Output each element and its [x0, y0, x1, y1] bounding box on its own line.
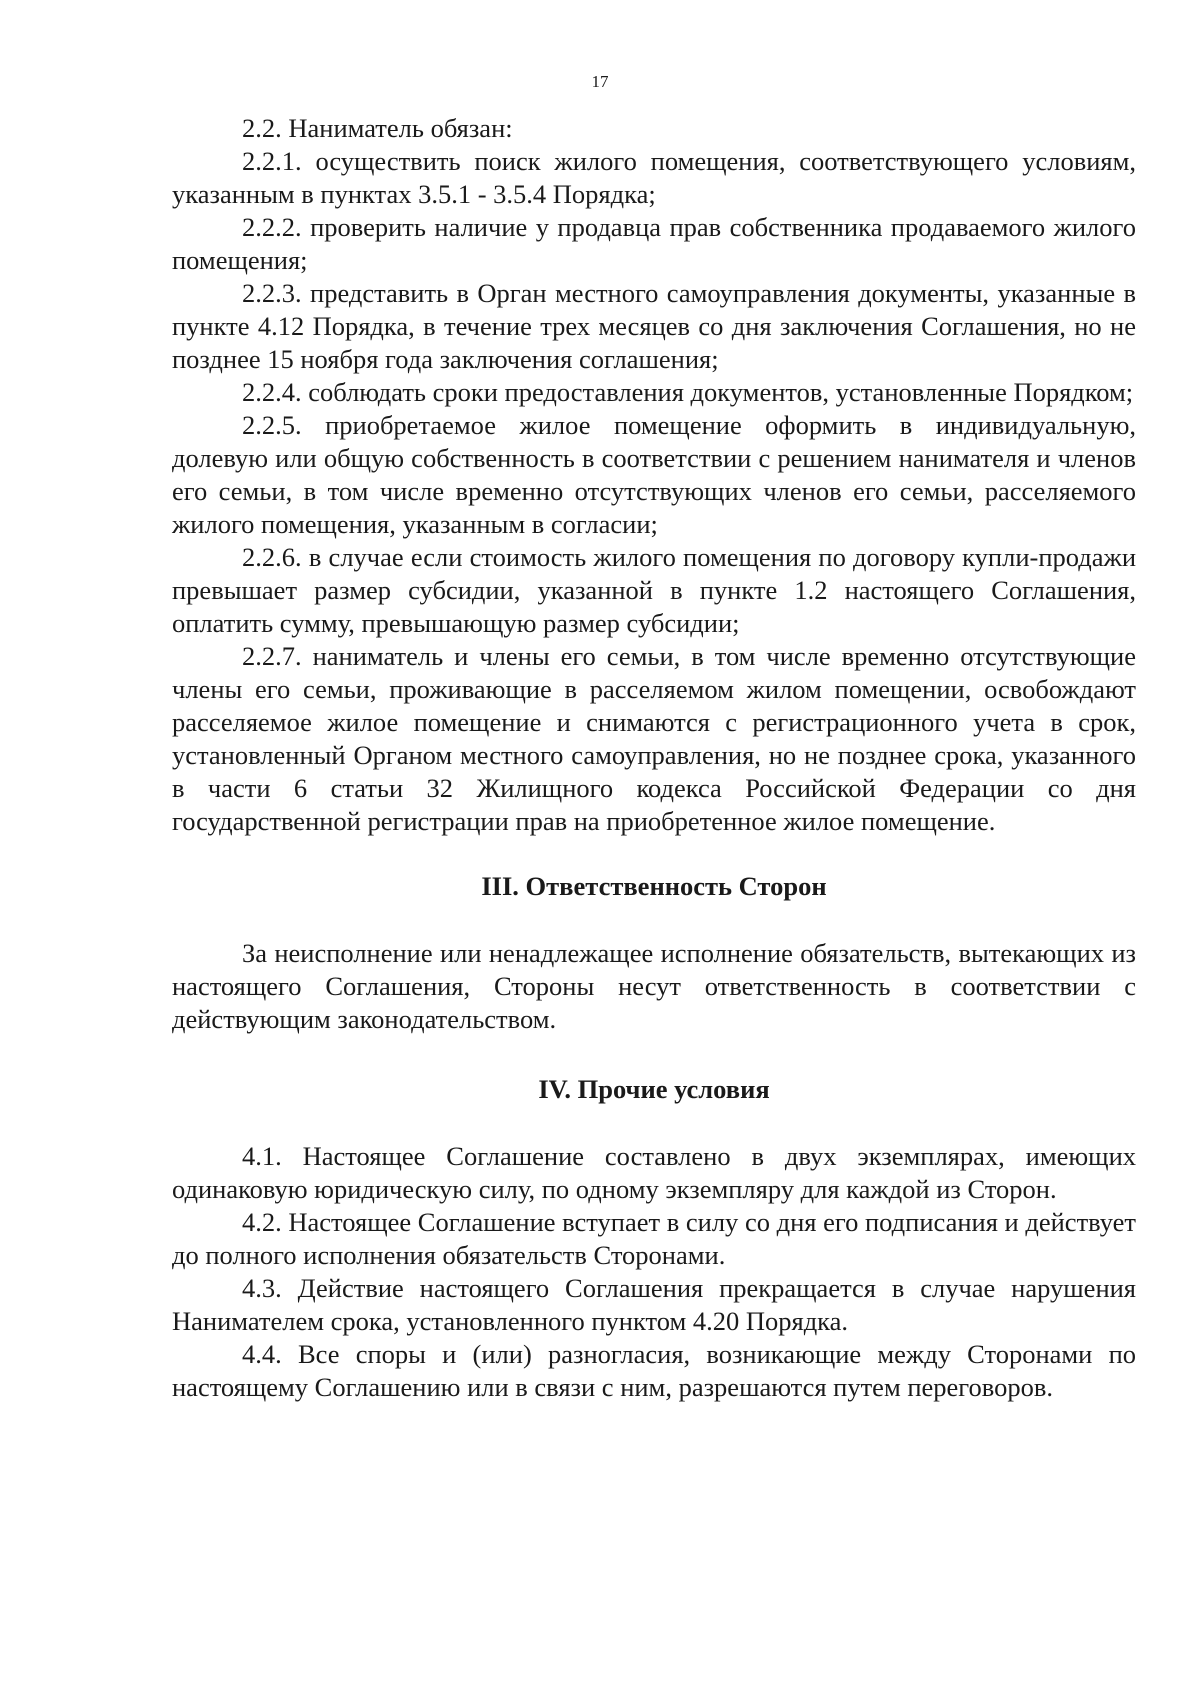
section-3-paragraph: За неисполнение или ненадлежащее исполнение обязательств, вытекающих из настоящего Соглашения, Стороны несут ответственность в соответствии с действующим законодательством. [172, 938, 1136, 1034]
clause-2-2-7: 2.2.7. наниматель и члены его семьи, в том числе временно отсутствующие члены его семьи, проживающие в расселяемом жилом помещении, освобождают расселяемое жилое помещение и снимаются с регистрационного учета в срок, установленный Органом местного самоуправления, но не позднее срока, указанного в части 6 статьи 32 Жилищного кодекса Российской Федерации со дня государственной регистрации прав на приобретенное жилое помещение. [172, 641, 1136, 836]
clause-2-2-1: 2.2.1. осуществить поиск жилого помещения, соответствующего условиям, указанным в пунктах 3.5.1 - 3.5.4 Порядка; [172, 146, 1136, 209]
clause-2-2-2: 2.2.2. проверить наличие у продавца прав собственника продаваемого жилого помещения; [172, 212, 1136, 275]
clause-4-2: 4.2. Настоящее Соглашение вступает в силу со дня его подписания и действует до полного исполнения обязательств Сторонами. [172, 1207, 1136, 1270]
clause-2-2-5: 2.2.5. приобретаемое жилое помещение оформить в индивидуальную, долевую или общую собственность в соответствии с решением нанимателя и членов его семьи, в том числе временно отсутствующих членов его семьи, расселяемого жилого помещения, указанным в согласии; [172, 410, 1136, 539]
clause-2-2-3: 2.2.3. представить в Орган местного самоуправления документы, указанные в пункте 4.12 Порядка, в течение трех месяцев со дня заключения Соглашения, но не позднее 15 ноября года заключения соглашения; [172, 278, 1136, 374]
clause-4-1: 4.1. Настоящее Соглашение составлено в двух экземплярах, имеющих одинаковую юридическую силу, по одному экземпляру для каждой из Сторон. [172, 1141, 1136, 1204]
document-body [172, 112, 1136, 1404]
section-4-heading: IV. Прочие условия [538, 1074, 770, 1104]
page-number: 17 [591, 72, 609, 91]
clause-4-3: 4.3. Действие настоящего Соглашения прекращается в случае нарушения Нанимателем срока, установленного пунктом 4.20 Порядка. [172, 1273, 1136, 1336]
clause-2-2-6: 2.2.6. в случае если стоимость жилого помещения по договору купли-продажи превышает размер субсидии, указанной в пункте 1.2 настоящего Соглашения, оплатить сумму, превышающую размер субсидии; [172, 542, 1136, 638]
section-3-heading: III. Ответственность Сторон [481, 871, 827, 901]
clause-2-2: 2.2. Наниматель обязан: [242, 113, 513, 143]
clause-4-4: 4.4. Все споры и (или) разногласия, возникающие между Сторонами по настоящему Соглашению или в связи с ним, разрешаются путем переговоров. [172, 1339, 1136, 1402]
clause-2-2-4: 2.2.4. соблюдать сроки предоставления документов, установленные Порядком; [242, 377, 1134, 407]
